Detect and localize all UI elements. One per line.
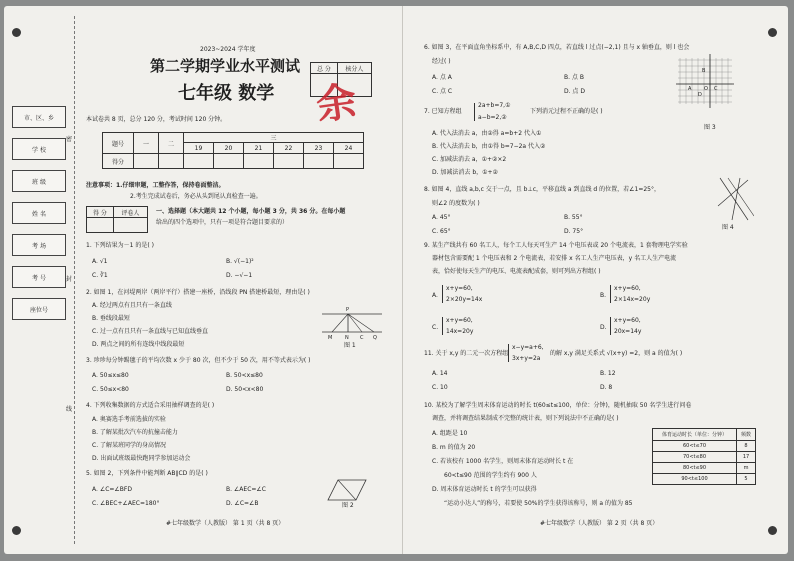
grader-head: 得 分	[87, 207, 114, 218]
q11-option-d: D. 8	[600, 384, 613, 391]
q3-option-c: C. 50≤x<80	[92, 386, 129, 393]
fig1-point-label: M	[328, 335, 333, 341]
q2-option-c: C. 过一点有且只有一条直线与已知直线垂直	[92, 328, 209, 335]
q4-option-d: D. 出面试班级最快跑同学参加运动会	[92, 455, 191, 462]
q10-option-c-cont: 60<t≤90 范围的学生约有 900 人	[444, 472, 537, 479]
table-head: 22	[274, 143, 304, 154]
question-10: 10. 某校为了解学生周末体育运动的时长 t(60≤t≤100，单位：分钟)，随机抽取 50 名学生进行问卷	[424, 402, 692, 409]
question-7: 7. 已知方程组	[424, 108, 462, 115]
side-label: 姓 名	[12, 202, 66, 224]
question-5: 5. 如图 2，下列条件中能判断 AB∥CD 的是( )	[86, 470, 208, 477]
question-8-cont: 则∠2 的度数为( )	[432, 200, 480, 207]
question-10-cont: 调查，并将调查结果制成不完整的统计表，则下列说法中不正确的是( )	[432, 415, 619, 422]
seal-mark: 密	[66, 136, 73, 143]
q1-option-b: B. √(−1)²	[226, 258, 254, 265]
grader-head: 评卷人	[113, 207, 147, 218]
freq-range: 60<t≤70	[653, 441, 737, 452]
table-head: 二	[159, 133, 184, 154]
q7-option-b: B. 代入法消去 b，由①得 b=7−2a 代入②	[432, 143, 546, 150]
q4-option-a: A. 奥赛选手考前选拔的实验	[92, 416, 166, 423]
q11-option-b: B. 12	[600, 370, 616, 377]
freq-count: m	[737, 463, 756, 474]
seal-mark: 线	[66, 406, 73, 413]
q11-brace	[508, 344, 509, 362]
seal-mark: 封	[66, 276, 73, 283]
fig3-point-label: C	[714, 86, 718, 92]
question-1: 1. 下列结果为－1 的是( )	[86, 242, 154, 249]
q7-equation: 2a+b=7,①	[478, 102, 511, 109]
question-6-cont: 经过( )	[432, 58, 451, 65]
page-1-footer: #七年级数学（人教版） 第 1 页（共 8 页）	[166, 520, 285, 527]
q8-option-b: B. 55°	[564, 214, 583, 221]
score-cell[interactable]	[159, 154, 184, 169]
grader-table	[86, 206, 148, 233]
q4-option-b: B. 了解某批次汽车的抗撞击能力	[92, 429, 178, 436]
section-heading-cont: 给出的四个选项中，只有一项是符合题目要求的）	[156, 219, 289, 226]
q7-brace	[474, 103, 477, 121]
figure-3-caption: 图 3	[704, 124, 716, 131]
question-8: 8. 如图 4，直线 a,b,c 交于一点，且 b⊥c，平移直线 a 到直线 d 的位置，若∠1=25°，	[424, 186, 660, 193]
q11-equation: 3x+y=2a	[512, 355, 541, 362]
figure-1-caption: 图 1	[344, 342, 356, 349]
frequency-table	[652, 428, 756, 485]
question-11-cont: 的解 x,y 满足关系式 √(x+y) =2，则 a 的值为( )	[550, 350, 683, 357]
question-9: 9. 某生产线共有 60 名工人，每个工人每天可生产 14 个电压表或 20 个电流表，1 套物理电学实验	[424, 242, 688, 249]
q9-option-c-line: 14x=20y	[446, 328, 474, 335]
fig1-point-label: P	[346, 307, 350, 313]
freq-table-head: 频数	[737, 429, 756, 441]
q6-option-d: D. 点 D	[564, 88, 585, 95]
notes-line: 注意事项：1.仔细审题，工整作答，保持卷面整洁。	[86, 182, 225, 189]
exam-subject: 七年级 数学	[178, 83, 275, 104]
side-label: 市、区、乡	[12, 106, 66, 128]
score-cell[interactable]	[244, 154, 274, 169]
grader-cell[interactable]	[87, 218, 114, 233]
q10-option-a: A. 组距是 10	[432, 430, 468, 437]
q7-option-c: C. 加减法消去 a，①+②×2	[432, 156, 507, 163]
q1-option-d: D. −√−1	[226, 272, 253, 279]
q9-option-d-line: x+y=60,	[614, 317, 641, 324]
table-head: 20	[214, 143, 244, 154]
q11-equation: x−y=a+6,	[512, 344, 544, 351]
page-2-footer: #七年级数学（人教版） 第 2 页（共 8 页）	[540, 520, 659, 527]
q2-option-d: D. 两点之间的所有连线中线段最短	[92, 341, 185, 348]
q8-option-d: D. 75°	[564, 228, 584, 235]
table-head: 一	[134, 133, 159, 154]
q5-option-c: C. ∠BEC+∠AEC=180°	[92, 500, 160, 507]
freq-count: 5	[737, 474, 756, 485]
score-box-head: 核分人	[337, 63, 371, 74]
fig3-point-label: B	[702, 68, 706, 74]
question-9-cont: 器材包含需要配 1 个电压表和 2 个电流表，若安排 x 名工人生产电压表，y 名工人生产电流	[432, 255, 677, 262]
score-cell[interactable]	[134, 154, 159, 169]
figure-1	[320, 300, 384, 346]
q6-option-c: C. 点 C	[432, 88, 453, 95]
score-cell[interactable]	[274, 154, 304, 169]
q3-option-d: D. 50<x<80	[226, 386, 264, 393]
side-info-column	[4, 6, 73, 554]
side-label: 座位号	[12, 298, 66, 320]
q9-option-letter: D.	[600, 324, 607, 331]
q8-option-a: A. 45°	[432, 214, 451, 221]
freq-count: 17	[737, 452, 756, 463]
page-divider	[402, 6, 403, 554]
score-cell[interactable]	[214, 154, 244, 169]
grader-cell[interactable]	[113, 218, 147, 233]
side-label: 考 号	[12, 266, 66, 288]
table-head: 23	[304, 143, 334, 154]
question-6: 6. 如图 3，在平面直角坐标系中，有 A,B,C,D 四点，若直线 l 过点(−2,1) 且与 x 轴垂直，则 l 也会	[424, 44, 690, 51]
table-head: 24	[334, 143, 364, 154]
table-head: 题号	[103, 133, 134, 154]
table-row-label: 得分	[103, 154, 134, 169]
fig3-point-label: D	[698, 92, 702, 98]
fig1-point-label: Q	[373, 335, 377, 341]
figure-2-caption: 图 2	[342, 502, 354, 509]
table-row	[653, 441, 756, 452]
q9-option-d-line: 20x=14y	[614, 328, 642, 335]
q8-option-c: C. 65°	[432, 228, 451, 235]
q9-option-a-line: 2×20y=14x	[446, 296, 483, 303]
figure-3	[674, 52, 736, 112]
table-row	[653, 452, 756, 463]
question-11: 11. 关于 x,y 的二元一次方程组	[424, 350, 509, 357]
q9-option-letter: A.	[432, 292, 438, 299]
fig1-point-label: C	[360, 335, 364, 341]
q9-brace	[610, 285, 611, 303]
score-box-head: 总 分	[311, 63, 338, 74]
q9-brace	[442, 317, 443, 335]
q2-option-b: B. 垂线段最短	[92, 315, 130, 322]
score-cell[interactable]	[304, 154, 334, 169]
score-cell[interactable]	[184, 154, 214, 169]
q3-option-a: A. 50≤x≤80	[92, 372, 129, 379]
q6-option-a: A. 点 A	[432, 74, 452, 81]
q9-option-c-line: x+y=60,	[446, 317, 473, 324]
q7-option-d: D. 加减法消去 b，①+②	[432, 169, 498, 176]
q2-option-a: A. 经过两点有且只有一条直线	[92, 302, 172, 309]
figure-4	[714, 176, 754, 224]
question-4: 4. 下列收集数据的方式适合采用抽样调查的是( )	[86, 402, 215, 409]
q5-option-b: B. ∠AEC=∠C	[226, 486, 266, 493]
question-3: 3. 珍珍每分钟踢毽子的平均次数 x 少于 80 次，但不少于 50 次，用不等式表示为( )	[86, 357, 311, 364]
q10-option-d-cont: “运动小达人”的称号，若要使 50%的学生获得该称号，则 a 的值为 85	[444, 500, 633, 507]
q5-option-a: A. ∠C=∠BFD	[92, 486, 132, 493]
question-score-table	[102, 132, 364, 169]
side-label: 学 校	[12, 138, 66, 160]
q10-option-c: C. 若该校有 1000 名学生，则周末体育运动时长 t 在	[432, 458, 574, 465]
q1-option-c: C. ∛1	[92, 272, 108, 279]
question-7-cont: 下列消元过程不正确的是( )	[530, 108, 603, 115]
q6-option-b: B. 点 B	[564, 74, 584, 81]
q9-option-letter: C.	[432, 324, 439, 331]
q7-option-a: A. 代入法消去 a，由②得 a=b+2 代入①	[432, 130, 542, 137]
question-2: 2. 如图 1，在河堤两岸（两岸平行）搭建一座桥，沿线段 PN 搭建桥最短，理由是( )	[86, 289, 310, 296]
table-row	[653, 474, 756, 485]
fig3-point-label: A	[688, 86, 692, 92]
q1-option-a: A. √1	[92, 258, 108, 265]
freq-table-head: 体育运动时长（单位：分钟）	[653, 429, 737, 441]
cut-line	[74, 16, 75, 544]
q4-option-c: C. 了解某班同学的身高情况	[92, 442, 167, 449]
q9-option-letter: B.	[600, 292, 607, 299]
table-head: 三	[184, 133, 364, 143]
score-cell[interactable]	[334, 154, 364, 169]
q9-brace	[610, 317, 611, 335]
side-label: 班 级	[12, 170, 66, 192]
fig3-point-label: O	[704, 86, 708, 92]
figure-4-caption: 图 4	[722, 224, 734, 231]
red-handwritten-mark: 余	[313, 77, 360, 130]
freq-range: 80<t≤90	[653, 463, 737, 474]
table-head: 19	[184, 143, 214, 154]
q10-option-b: B. m 的值为 20	[432, 444, 476, 451]
exam-title: 第二学期学业水平测试	[150, 57, 301, 75]
school-year: 2023~2024 学年度	[200, 46, 256, 53]
side-label: 考 场	[12, 234, 66, 256]
figure-2	[326, 476, 370, 504]
freq-range: 70<t≤80	[653, 452, 737, 463]
question-9-cont: 表，恰好使每天生产的电压、电流表配成套，则可列出方程组( )	[432, 268, 601, 275]
q3-option-b: B. 50<x≤80	[226, 372, 263, 379]
q9-option-a-line: x+y=60,	[446, 285, 473, 292]
q11-option-c: C. 10	[432, 384, 448, 391]
section-heading: 一、选择题（本大题共 12 个小题，每小题 3 分，共 36 分。在每小题	[156, 208, 346, 215]
q7-equation: a−b=2,②	[478, 114, 507, 121]
notes-line: 2.考生完成试卷后，务必从头到尾认真检查一遍。	[130, 193, 262, 200]
q9-option-b-line: x+y=60,	[614, 285, 641, 292]
table-head: 21	[244, 143, 274, 154]
q10-option-d: D. 周末体育运动时长 t 的学生可以获得	[432, 486, 537, 493]
table-row	[653, 463, 756, 474]
freq-count: 8	[737, 441, 756, 452]
q5-option-d: D. ∠C=∠B	[226, 500, 259, 507]
q9-option-b-line: 2×14x=20y	[614, 296, 651, 303]
exam-sheet	[4, 6, 788, 554]
freq-range: 90<t≤100	[653, 474, 737, 485]
q9-brace	[442, 285, 443, 303]
exam-info: 本试卷共 8 页，总分 120 分，考试时间 120 分钟。	[86, 116, 227, 123]
fig1-point-label: N	[345, 335, 349, 341]
q11-option-a: A. 14	[432, 370, 448, 377]
